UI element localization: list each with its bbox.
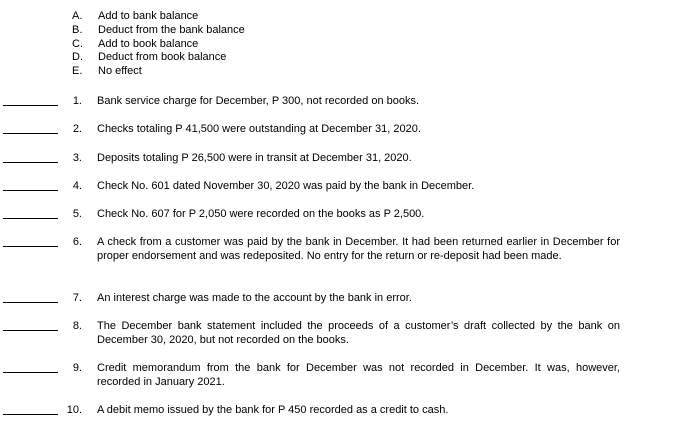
answer-blank[interactable]	[3, 133, 58, 134]
legend-item-c	[72, 38, 245, 52]
question-text: A debit memo issued by the bank for P 450 recorded as a credit to cash.	[97, 404, 449, 416]
question-number: 5.	[72, 208, 82, 220]
legend-item-d	[72, 51, 245, 65]
question-text: Check No. 607 for P 2,050 were recorded on the books as P 2,500.	[97, 208, 425, 220]
legend-letter: C.	[72, 37, 83, 50]
question-text: Checks totaling P 41,500 were outstanding at December 31, 2020.	[97, 123, 421, 135]
question-text: Deposits totaling P 26,500 were in transit at December 31, 2020.	[97, 152, 412, 164]
answer-blank[interactable]	[3, 162, 58, 163]
legend-label: No effect	[98, 65, 142, 78]
question-number: 2.	[72, 123, 82, 135]
legend-letter: A.	[72, 10, 83, 22]
legend-letter: E.	[72, 65, 83, 78]
question-number: 8.	[72, 320, 82, 332]
answer-blank[interactable]	[3, 372, 58, 373]
question-number: 3.	[72, 152, 82, 164]
question-text: The December bank statement included the proceeds of a customer’s draft collected by the bank on December 30, 2020, but not recorded on the books.	[97, 320, 620, 346]
legend-label: Add to book balance	[98, 37, 199, 50]
legend-letter: B.	[72, 23, 83, 36]
question-text: Credit memorandum from the bank for December was not recorded in December. It was, however, recorded in January 2021.	[97, 362, 620, 388]
answer-blank[interactable]	[3, 246, 58, 247]
answer-blank[interactable]	[3, 414, 58, 415]
legend-item-e	[72, 65, 245, 79]
question-text: Bank service charge for December, P 300, not recorded on books.	[97, 95, 420, 107]
question-text: Check No. 601 dated November 30, 2020 was paid by the bank in December.	[97, 180, 475, 192]
answer-blank[interactable]	[3, 218, 58, 219]
question-number: 7.	[72, 292, 82, 304]
legend-letter: D.	[72, 51, 83, 64]
legend-label: Deduct from the bank balance	[98, 23, 245, 36]
answer-blank[interactable]	[3, 105, 58, 106]
answer-blank[interactable]	[3, 330, 58, 331]
question-number: 1.	[72, 95, 82, 107]
answer-blank[interactable]	[3, 190, 58, 191]
question-number: 4.	[72, 180, 82, 192]
answer-legend	[72, 10, 245, 79]
question-number: 6.	[72, 236, 82, 248]
question-number: 9.	[72, 362, 82, 374]
legend-label: Deduct from book balance	[98, 51, 227, 64]
answer-blank[interactable]	[3, 302, 58, 303]
question-text: An interest charge was made to the account by the bank in error.	[97, 292, 412, 304]
legend-item-b	[72, 24, 245, 38]
question-number: 10.	[66, 404, 82, 416]
legend-label: Add to bank balance	[98, 10, 199, 22]
question-text: A check from a customer was paid by the bank in December. It had been returned earlier in December for proper endorsement and was redeposited. No entry for the return or re-deposit had been made.	[97, 236, 620, 262]
legend-item-a	[72, 10, 245, 24]
